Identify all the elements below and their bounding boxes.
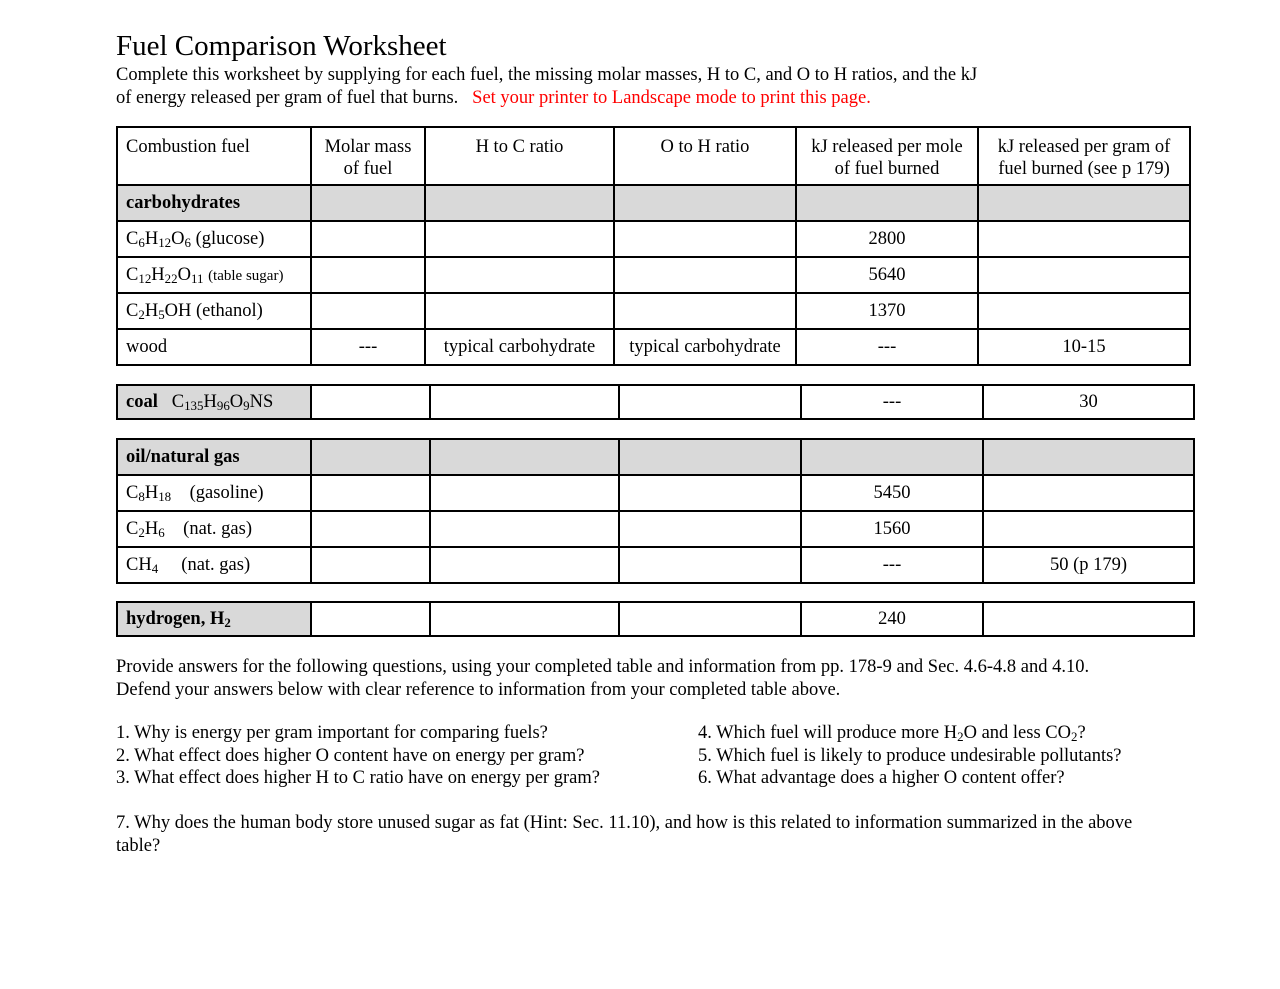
header-row (117, 127, 1190, 185)
question-7: 7. Why does the human body store unused sugar as fat (Hint: Sec. 11.10), and how is this related to information summarized in the above table? (116, 813, 1133, 856)
kj-per-mole-value: 240 (801, 602, 983, 636)
o-to-h-input[interactable] (614, 257, 796, 293)
o-to-h-input[interactable] (619, 547, 801, 583)
kj-per-mole-value: 1370 (796, 293, 978, 329)
table-row-wood (117, 329, 1190, 365)
fuel-glucose: $C_6H_{12}O_6$ (glucose) (117, 221, 311, 257)
questions-intro-line-1: Provide answers for the following questions, using your completed table and information from pp. 178-9 and Sec. 4.6-4.8 and 4.10. (116, 657, 1090, 677)
h-to-c-input[interactable] (430, 475, 619, 511)
kj-per-mole-value: --- (801, 547, 983, 583)
table-row-methane (117, 547, 1194, 583)
molar-mass-input[interactable] (311, 385, 430, 419)
blank-cell[interactable] (425, 185, 614, 221)
question-5: 5. Which fuel is likely to produce undesirable pollutants? (698, 745, 1122, 766)
question-4: 4. Which fuel will produce more $H_2O$ and less $CO_2$? (698, 723, 1086, 745)
fuel-ethane: $C_2H_6$ (nat. gas) (117, 511, 311, 547)
question-6: 6. What advantage does a higher O content offer? (698, 768, 1065, 788)
kj-per-mole-value: --- (796, 329, 978, 365)
blank-cell[interactable] (978, 185, 1190, 221)
question-1: 1. Why is energy per gram important for comparing fuels? (116, 723, 548, 743)
molar-mass-value: --- (311, 329, 425, 365)
blank-cell[interactable] (430, 439, 619, 475)
kj-per-gram-value: 10-15 (978, 329, 1190, 365)
o-to-h-input[interactable] (619, 475, 801, 511)
section-row-oil-gas (117, 439, 1194, 475)
fuel-ethanol: $C_2H_5OH$ (ethanol) (117, 293, 311, 329)
header-kj-per-mole: kJ released per mole of fuel burned (796, 127, 978, 185)
carbohydrates-table (116, 126, 1191, 366)
question-3: 3. What effect does higher H to C ratio have on energy per gram? (116, 768, 600, 788)
h-to-c-input[interactable] (430, 385, 619, 419)
section-label-carbohydrates: carbohydrates (117, 185, 311, 221)
oil-gas-table (116, 438, 1195, 584)
fuel-gasoline: $C_8H_{18}$ (gasoline) (117, 475, 311, 511)
header-molar-mass: Molar mass of fuel (311, 127, 425, 185)
page-title: Fuel Comparison Worksheet (116, 30, 447, 62)
o-to-h-value: typical carbohydrate (614, 329, 796, 365)
kj-per-mole-value: 5640 (796, 257, 978, 293)
kj-per-gram-input[interactable] (978, 293, 1190, 329)
questions-left-column (116, 722, 686, 790)
table-row-coal (117, 385, 1194, 419)
blank-cell[interactable] (619, 439, 801, 475)
o-to-h-input[interactable] (619, 602, 801, 636)
fuel-hydrogen: hydrogen, $H_2$ (117, 602, 311, 636)
molar-mass-input[interactable] (311, 257, 425, 293)
blank-cell[interactable] (614, 185, 796, 221)
kj-per-gram-value: 50 (p 179) (983, 547, 1194, 583)
table-row-hydrogen (117, 602, 1194, 636)
kj-per-gram-input[interactable] (983, 511, 1194, 547)
intro-paragraph (116, 64, 996, 110)
h-to-c-input[interactable] (430, 511, 619, 547)
o-to-h-input[interactable] (619, 385, 801, 419)
coal-table (116, 384, 1195, 420)
h-to-c-input[interactable] (430, 547, 619, 583)
kj-per-mole-value: 2800 (796, 221, 978, 257)
o-to-h-input[interactable] (614, 221, 796, 257)
question-2: 2. What effect does higher O content have on energy per gram? (116, 745, 585, 766)
worksheet-page (116, 28, 1196, 110)
table-row-gasoline (117, 475, 1194, 511)
kj-per-gram-input[interactable] (983, 602, 1194, 636)
kj-per-gram-input[interactable] (978, 221, 1190, 257)
molar-mass-input[interactable] (311, 547, 430, 583)
kj-per-gram-input[interactable] (978, 257, 1190, 293)
blank-cell[interactable] (311, 439, 430, 475)
table-row-ethane (117, 511, 1194, 547)
molar-mass-input[interactable] (311, 293, 425, 329)
molar-mass-input[interactable] (311, 475, 430, 511)
table-row-sugar (117, 257, 1190, 293)
blank-cell[interactable] (983, 439, 1194, 475)
table-row-ethanol (117, 293, 1190, 329)
blank-cell[interactable] (801, 439, 983, 475)
fuel-coal: coal $C_{135}H_{96}O_9NS$ (117, 385, 311, 419)
molar-mass-input[interactable] (311, 221, 425, 257)
kj-per-mole-value: --- (801, 385, 983, 419)
molar-mass-input[interactable] (311, 511, 430, 547)
section-label-oil-gas: oil/natural gas (117, 439, 311, 475)
fuel-wood: wood (117, 329, 311, 365)
kj-per-gram-input[interactable] (983, 475, 1194, 511)
kj-per-mole-value: 5450 (801, 475, 983, 511)
molar-mass-input[interactable] (311, 602, 430, 636)
h-to-c-input[interactable] (425, 293, 614, 329)
header-kj-per-gram: kJ released per gram of fuel burned (see p 179) (978, 127, 1190, 185)
header-h-to-c: H to C ratio (425, 127, 614, 185)
kj-per-gram-value: 30 (983, 385, 1194, 419)
hydrogen-table (116, 601, 1195, 637)
h-to-c-input[interactable] (425, 221, 614, 257)
o-to-h-input[interactable] (614, 293, 796, 329)
header-o-to-h: O to H ratio (614, 127, 796, 185)
printer-warning: Set your printer to Landscape mode to print this page. (472, 88, 871, 108)
questions-intro (116, 656, 1176, 701)
fuel-table-sugar: $C_{12}H_{22}O_{11}$ (table sugar) (117, 257, 311, 293)
h-to-c-input[interactable] (430, 602, 619, 636)
questions-right-column (698, 722, 1198, 790)
table-row-glucose (117, 221, 1190, 257)
intro-text: Complete this worksheet by supplying for each fuel, the missing molar masses, H to C, and O to H ratios, and the kJ of energy released per gram of fuel that burns. (116, 65, 978, 108)
fuel-methane: $CH_4$ (nat. gas) (117, 547, 311, 583)
header-fuel: Combustion fuel (117, 127, 311, 185)
kj-per-mole-value: 1560 (801, 511, 983, 547)
blank-cell[interactable] (311, 185, 425, 221)
section-row-carbohydrates (117, 185, 1190, 221)
blank-cell[interactable] (796, 185, 978, 221)
questions-intro-line-2: Defend your answers below with clear reference to information from your completed table above. (116, 679, 841, 700)
h-to-c-value: typical carbohydrate (425, 329, 614, 365)
h-to-c-input[interactable] (425, 257, 614, 293)
o-to-h-input[interactable] (619, 511, 801, 547)
